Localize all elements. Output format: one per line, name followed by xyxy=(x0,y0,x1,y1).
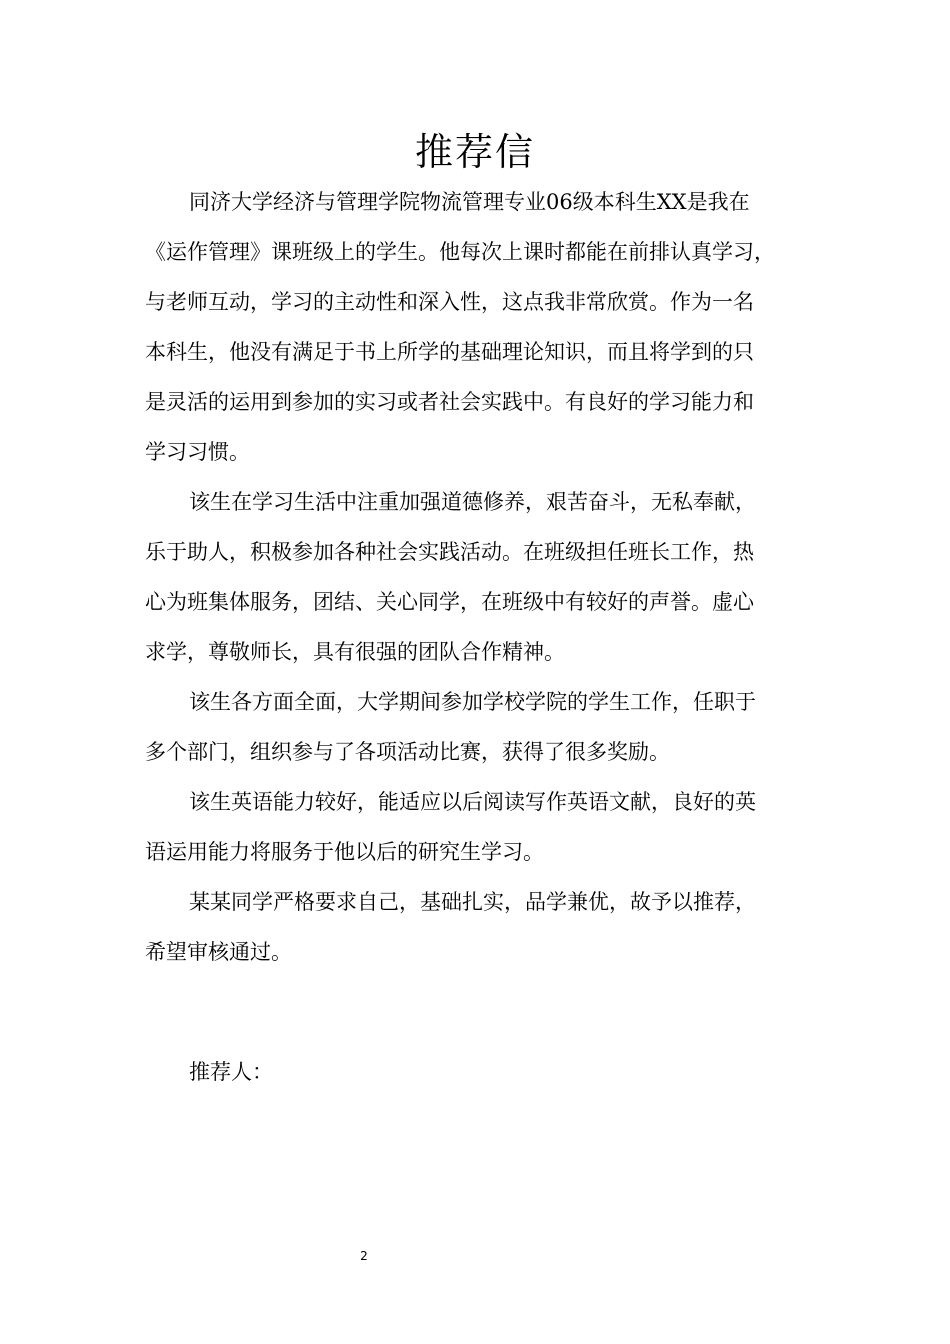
paragraph-line: 是灵活的运用到参加的实习或者社会实践中。有良好的学习能力和 xyxy=(145,390,754,414)
paragraph-line: 《运作管理》课班级上的学生。他每次上课时都能在前排认真学习， xyxy=(145,240,775,264)
paragraph-1 xyxy=(145,177,810,477)
paragraph-line: 乐于助人，积极参加各种社会实践活动。在班级担任班长工作，热 xyxy=(145,540,754,564)
document-title: 推荐信 xyxy=(414,130,535,174)
paragraph-3 xyxy=(145,677,810,777)
paragraph-line: 本科生，他没有满足于书上所学的基础理论知识，而且将学到的只 xyxy=(145,340,754,364)
paragraph-line: 该生各方面全面，大学期间参加学校学院的学生工作，任职于 xyxy=(189,690,756,714)
paragraph-4 xyxy=(145,777,810,877)
paragraph-line: 与老师互动，学习的主动性和深入性，这点我非常欣赏。作为一名 xyxy=(145,290,754,314)
paragraph-line: 某某同学严格要求自己，基础扎实，品学兼优，故予以推荐， xyxy=(189,890,756,914)
paragraph-line: 学习习惯。 xyxy=(145,440,250,464)
paragraph-line: 该生在学习生活中注重加强道德修养，艰苦奋斗，无私奉献， xyxy=(189,490,756,514)
letter-body xyxy=(145,177,810,977)
paragraph-line: 同济大学经济与管理学院物流管理专业06级本科生XX是我在 xyxy=(189,190,750,214)
paragraph-line: 心为班集体服务，团结、关心同学，在班级中有较好的声誉。虚心 xyxy=(145,590,754,614)
recommender-signature-label: 推荐人： xyxy=(189,1060,273,1084)
paragraph-line: 语运用能力将服务于他以后的研究生学习。 xyxy=(145,840,544,864)
paragraph-line: 多个部门，组织参与了各项活动比赛，获得了很多奖励。 xyxy=(145,740,670,764)
paragraph-2 xyxy=(145,477,810,677)
page-number: 2 xyxy=(360,1249,368,1263)
paragraph-line: 该生英语能力较好，能适应以后阅读写作英语文献，良好的英 xyxy=(189,790,756,814)
paragraph-line: 求学，尊敬师长，具有很强的团队合作精神。 xyxy=(145,640,565,664)
paragraph-line: 希望审核通过。 xyxy=(145,940,292,964)
paragraph-5 xyxy=(145,877,810,977)
